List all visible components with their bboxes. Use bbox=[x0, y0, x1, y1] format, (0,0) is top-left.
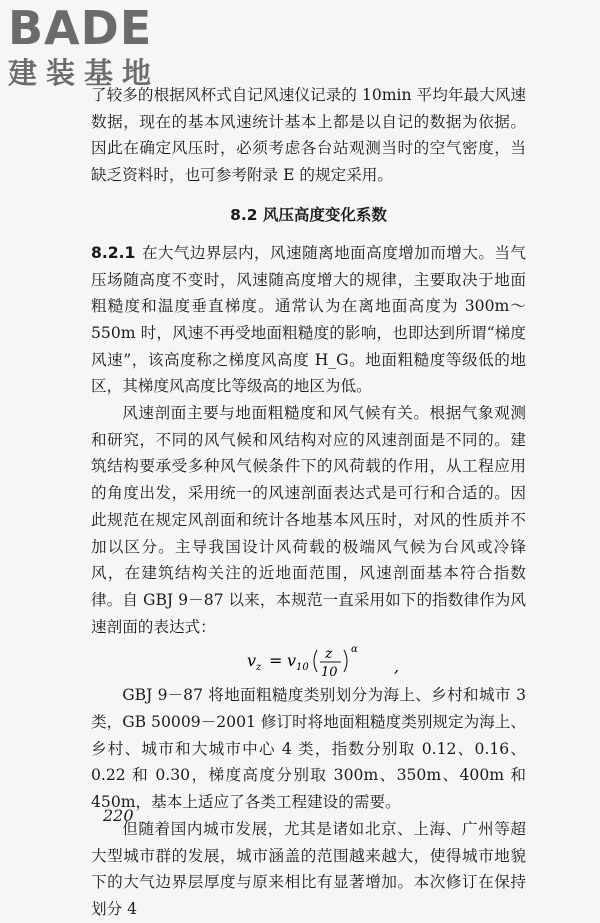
page-number: 220 bbox=[103, 806, 134, 825]
clause-number: 8.2.1 bbox=[91, 243, 136, 262]
formula-left-paren bbox=[314, 650, 317, 672]
formula-lhs: v bbox=[247, 651, 257, 671]
formula-rhs: v bbox=[287, 651, 297, 671]
formula-rhs-sub: 10 bbox=[296, 662, 309, 674]
formula-equals: = bbox=[269, 651, 283, 671]
formula-graphic bbox=[241, 642, 411, 680]
watermark-logo bbox=[8, 1, 198, 90]
logo-subtitle: 建装基地 bbox=[8, 56, 161, 90]
section-heading: 8.2 风压高度变化系数 bbox=[230, 205, 387, 224]
paragraph-terrain-categories: GBJ 9－87 将地面粗糙度类别划分为海上、乡村和城市 3 类，GB 50009－2001 修订时将地面粗糙度类别规定为海上、乡村、城市和大城市中心 4 类，指数分别取 0.12、0.16、0.22 和 0.30，梯度高度分别取 300m、350m、400m 和 450m，基本上适应了各类工程建设的需要。 bbox=[91, 686, 526, 812]
formula-denominator: 10 bbox=[321, 665, 338, 681]
formula-trailing-comma: , bbox=[394, 657, 400, 677]
paragraph-urban-development: 但随着国内城市发展，尤其是诸如北京、上海、广州等超大型城市群的发展，城市涵盖的范围越来越大，使得城市地貌下的大气边界层厚度与原来相比有显著增加。本次修订在保持划分 4 bbox=[91, 819, 526, 918]
clause-text: 在大气边界层内，风速随离地面高度增加而增大。当气压场随高度不变时，风速随高度增大的规律，主要取决于地面粗糙度和温度垂直梯度。通常认为在离地面高度为 300m～550m 时，风速不再受地面粗糙度的影响，也即达到所谓“梯度风速”，该高度称之梯度风高度 H_G。地面粗糙度等级低的地区，其梯度风高度比等级高的地区为低。 bbox=[91, 243, 526, 396]
paragraph-clause bbox=[91, 240, 526, 400]
document-body bbox=[91, 82, 526, 923]
formula-lhs-sub: z bbox=[256, 662, 262, 674]
paragraph-wind-profile: 风速剖面主要与地面粗糙度和风气候有关。根据气象观测和研究，不同的风气候和风结构对应的风速剖面是不同的。建筑结构要承受多种风气候条件下的风荷载的作用，从工程应用的角度出发，采用统一的风速剖面表达式是可行和合适的。因此规范在规定风剖面和统计各地基本风压时，对风的性质并不加以区分。主导我国设计风荷载的极端风气候为台风或冷锋风，在建筑结构关注的近地面范围，风速剖面基本符合指数律。自 GBJ 9－87 以来，本规范一直采用如下的指数律作为风速剖面的表达式： bbox=[91, 404, 526, 636]
formula-exponent: α bbox=[351, 644, 358, 656]
formula-power-law bbox=[91, 642, 526, 680]
formula-right-paren bbox=[344, 650, 347, 672]
logo-wordmark: BADE bbox=[8, 1, 153, 55]
formula-numerator: z bbox=[325, 646, 333, 663]
paragraph-continuation: 了较多的根据风杯式自记风速仪记录的 10min 平均年最大风速数据，现在的基本风速统计基本上都是以自记的数据为依据。因此在确定风压时，必须考虑各台站观测当时的空气密度，当缺乏资料时，也可参考附录 E 的规定采用。 bbox=[91, 86, 526, 185]
